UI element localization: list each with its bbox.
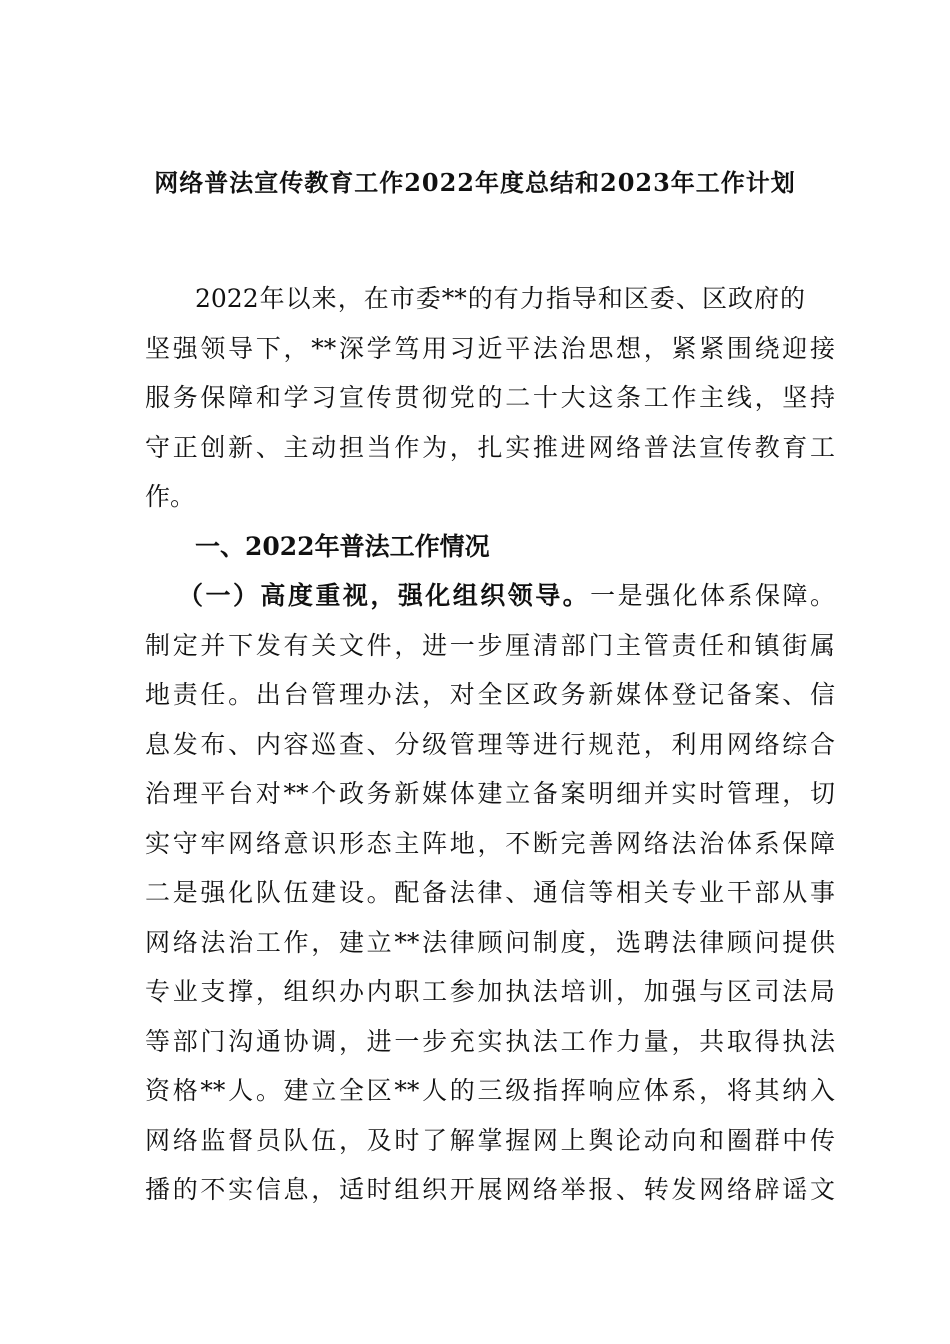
intro-line-4: 守正创新、主动担当作为，扎实推进网络普法宣传教育工: [145, 433, 835, 462]
intro-line-5: 作。: [145, 482, 196, 511]
body-line-11: 网络监督员队伍，及时了解掌握网上舆论动向和圈群中传: [145, 1126, 835, 1155]
body-line-10: 资格**人。建立全区**人的三级指挥响应体系，将其纳入: [145, 1076, 835, 1105]
body-line-12: 播的不实信息，适时组织开展网络举报、转发网络辟谣文: [145, 1175, 835, 1204]
intro-line-2: 坚强领导下，**深学笃用习近平法治思想，紧紧围绕迎接: [145, 334, 835, 363]
body-line-7: 网络法治工作，建立**法律顾问制度，选聘法律顾问提供: [145, 928, 835, 957]
body-line-6: 二是强化队伍建设。配备法律、通信等相关专业干部从事: [145, 878, 835, 907]
subsection-heading: （一）高度重视，强化组织领导。: [178, 581, 591, 610]
intro-line-3: 服务保障和学习宣传贯彻党的二十大这条工作主线，坚持: [145, 383, 835, 412]
body-line-8: 专业支撑，组织办内职工参加执法培训，加强与区司法局: [145, 977, 835, 1006]
subsection-first-line: [178, 579, 835, 613]
subsection-first-line-rest: 一是强化体系保障。: [590, 581, 835, 610]
body-line-4: 治理平台对**个政务新媒体建立备案明细并实时管理，切: [145, 779, 835, 808]
body-line-2: 地责任。出台管理办法，对全区政务新媒体登记备案、信: [145, 680, 835, 709]
body-line-9: 等部门沟通协调，进一步充实执法工作力量，共取得执法: [145, 1027, 835, 1056]
intro-line-1: 2022年以来，在市委**的有力指导和区委、区政府的: [195, 284, 805, 313]
body-line-1: 制定并下发有关文件，进一步厘清部门主管责任和镇街属: [145, 631, 835, 660]
section-heading-1: 一、2022年普法工作情况: [195, 532, 490, 561]
body-line-5: 实守牢网络意识形态主阵地，不断完善网络法治体系保障: [145, 829, 835, 858]
document-title: 网络普法宣传教育工作2022年度总结和2023年工作计划: [154, 168, 796, 197]
body-line-3: 息发布、内容巡查、分级管理等进行规范，利用网络综合: [145, 730, 835, 759]
